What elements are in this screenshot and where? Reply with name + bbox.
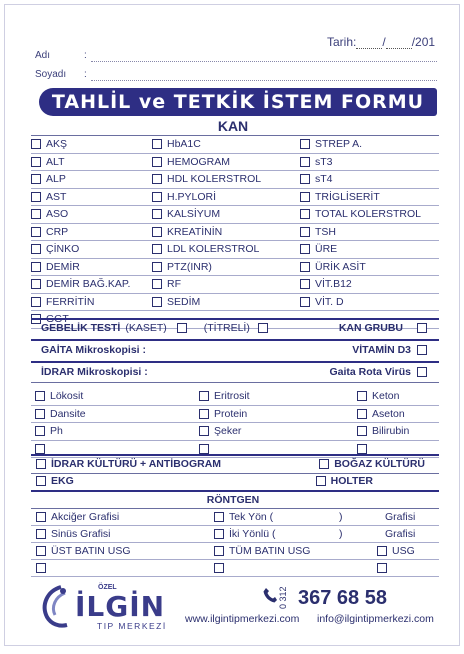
kultur-row [31,458,439,470]
idrar-item-label: Keton [372,390,400,403]
kan-item[interactable] [31,241,152,259]
checkbox[interactable] [357,426,367,436]
checkbox[interactable] [35,444,45,454]
kan-item[interactable] [152,136,300,154]
checkbox[interactable] [31,227,41,237]
kan-item[interactable] [31,276,152,294]
idrar-item[interactable] [199,388,357,406]
date-sep: / [382,35,386,49]
rontgen-section-title: RÖNTGEN [206,494,260,506]
name-colon: : [84,50,87,61]
checkbox[interactable] [152,174,162,184]
idrar-item[interactable] [199,423,357,441]
holter-checkbox[interactable] [316,476,326,486]
kan-item-label: sT4 [315,173,333,186]
website-link[interactable]: www.ilgintipmerkezi.com [185,613,300,625]
kan-item[interactable] [152,259,300,277]
kan-item[interactable] [152,189,300,207]
kan-grubu-checkbox[interactable] [417,323,427,333]
kan-section-title: KAN [217,118,249,134]
checkbox[interactable] [152,279,162,289]
rontgen-paren: ) [339,511,343,523]
checkbox[interactable] [214,529,224,539]
checkbox[interactable] [357,391,367,401]
kan-item[interactable] [31,136,152,154]
divider [31,318,439,320]
gaita-row [31,344,439,356]
checkbox[interactable] [31,192,41,202]
kan-item-label: LDL KOLERSTROL [167,243,260,256]
checkbox[interactable] [31,297,41,307]
checkbox[interactable] [35,426,45,436]
checkbox[interactable] [300,244,310,254]
idrar-kultur-label: İDRAR KÜLTÜRÜ + ANTİBOGRAM [51,458,222,470]
rontgen-item-label: TÜM BATIN USG [229,545,311,557]
date-field[interactable] [327,35,435,49]
kan-item[interactable] [300,224,439,242]
gebelik-row [31,322,439,334]
kan-item-label: ÇİNKO [46,243,80,256]
checkbox[interactable] [300,139,310,149]
kaset-label: (KASET) [125,322,167,334]
divider [31,382,439,383]
checkbox[interactable] [36,546,46,556]
divider [31,361,439,363]
phone-icon [263,587,277,603]
phone-number[interactable]: 367 68 58 [298,587,387,609]
idrar-item-label: Dansite [50,407,86,420]
checkbox[interactable] [152,192,162,202]
rontgen-paren: ) [339,528,343,540]
clinic-logo-icon [39,583,79,629]
rontgen-item-label: İki Yönlü ( [229,528,276,540]
kan-item[interactable] [300,276,439,294]
checkbox[interactable] [199,409,209,419]
kan-item-label: ALP [46,173,66,186]
checkbox[interactable] [377,563,387,573]
rontgen-item-label: USG [392,545,415,557]
idrar-item-label: Lökosit [50,390,84,403]
kan-item-label: TRİGLİSERİT [315,190,380,203]
idrar-item[interactable] [199,406,357,424]
divider [31,490,439,492]
gaita-label: GAİTA Mikroskopisi : [41,344,147,356]
checkbox[interactable] [31,279,41,289]
rontgen-row [31,543,439,560]
kan-item[interactable] [300,189,439,207]
bogaz-kultur-label: BOĞAZ KÜLTÜRÜ [334,458,425,470]
checkbox[interactable] [300,174,310,184]
kan-item[interactable] [31,154,152,172]
kan-item[interactable] [300,206,439,224]
kan-item[interactable] [300,136,439,154]
phone-area-code: 0 312 [278,586,288,609]
checkbox[interactable] [152,227,162,237]
kan-item-label: ÜRİK ASİT [315,260,366,273]
vitamin-d3-checkbox[interactable] [417,345,427,355]
checkbox[interactable] [214,512,224,522]
idrar-item[interactable] [31,388,199,406]
kan-item-label: KREATİNİN [167,225,223,238]
kan-item[interactable] [152,241,300,259]
checkbox[interactable] [357,409,367,419]
kan-item-label: TSH [315,225,336,238]
date-year: /201 [411,35,436,49]
checkbox[interactable] [36,529,46,539]
idrar-item-label: Protein [214,407,248,420]
checkbox[interactable] [35,409,45,419]
kan-item-label: FERRİTİN [46,295,95,308]
idrar-row [31,366,439,378]
checkbox[interactable] [152,262,162,272]
kan-item[interactable] [31,171,152,189]
kan-item-label: GGT [46,313,69,326]
titreli-checkbox[interactable] [258,323,268,333]
idrar-item[interactable] [31,423,199,441]
rontgen-item-label: ÜST BATIN USG [51,545,131,557]
kan-item-label: RF [167,278,181,291]
kan-item-label: HEMOGRAM [167,155,230,168]
idrar-col-2 [199,388,357,458]
idrar-item[interactable] [357,388,439,406]
kan-item-label: H.PYLORİ [167,190,217,203]
kan-item[interactable] [152,224,300,242]
checkbox[interactable] [36,563,46,573]
kan-item[interactable] [152,294,300,312]
checkbox[interactable] [300,157,310,167]
surname-colon: : [84,69,87,80]
kan-item-label: VİT.B12 [315,278,352,291]
request-form-page [4,4,460,646]
kan-col-2 [152,136,300,329]
divider [31,339,439,341]
brand-name: İLGİN [75,590,166,623]
idrar-item-label: Bilirubin [372,425,410,438]
checkbox[interactable] [377,546,387,556]
kan-item[interactable] [300,294,439,312]
ekg-label: EKG [51,475,74,487]
checkbox[interactable] [31,157,41,167]
kan-item[interactable] [152,154,300,172]
checkbox[interactable] [300,262,310,272]
rota-virus-label: Gaita Rota Virüs [329,366,411,378]
kan-item[interactable] [300,171,439,189]
kan-item[interactable] [31,224,152,242]
checkbox[interactable] [152,139,162,149]
checkbox[interactable] [31,174,41,184]
kan-col-1 [31,136,152,329]
checkbox[interactable] [152,244,162,254]
kan-item-label: DEMİR BAĞ.KAP. [46,278,131,291]
kan-item-label: DEMİR [46,260,80,273]
divider [31,473,439,474]
rontgen-item-label: Sinüs Grafisi [51,528,111,540]
kan-grubu-label: KAN GRUBU [338,322,403,334]
rota-virus-checkbox[interactable] [417,367,427,377]
idrar-kultur-checkbox[interactable] [36,459,46,469]
idrar-test-grid [31,388,439,458]
checkbox[interactable] [152,209,162,219]
checkbox[interactable] [31,209,41,219]
rontgen-table [31,509,439,577]
rontgen-item-label: Akciğer Grafisi [51,511,120,523]
kan-item[interactable] [300,154,439,172]
checkbox[interactable] [31,244,41,254]
email-link[interactable]: info@ilgintipmerkezi.com [317,613,434,625]
rontgen-row [31,509,439,526]
checkbox[interactable] [214,563,224,573]
idrar-item-label: Aseton [372,407,405,420]
ekg-checkbox[interactable] [36,476,46,486]
gebelik-label: GEBELİK TESTİ [41,322,121,334]
kan-item[interactable] [31,206,152,224]
checkbox[interactable] [36,512,46,522]
checkbox[interactable] [300,227,310,237]
checkbox[interactable] [152,297,162,307]
rontgen-item-label: Tek Yön ( [229,511,274,523]
checkbox[interactable] [300,209,310,219]
surname-input-line[interactable] [91,80,437,81]
idrar-item[interactable] [357,406,439,424]
idrar-item[interactable] [357,423,439,441]
kan-item[interactable] [300,241,439,259]
vitamin-d3-label: VİTAMİN D3 [352,344,411,356]
kan-item[interactable] [152,276,300,294]
checkbox[interactable] [31,262,41,272]
kan-item[interactable] [31,189,152,207]
date-label: Tarih: [327,35,357,49]
kan-item[interactable] [300,259,439,277]
kan-item-label: KALSİYUM [167,208,221,221]
checkbox[interactable] [357,444,367,454]
surname-label: Soyadı [35,69,67,80]
kan-item[interactable] [31,294,152,312]
kan-item-label: sT3 [315,155,333,168]
titreli-label: (TİTRELİ) [203,322,250,334]
kan-item-label: PTZ(INR) [167,260,212,273]
checkbox[interactable] [35,391,45,401]
kan-item-label: SEDİM [167,295,201,308]
kan-item[interactable] [152,171,300,189]
brand-subtitle: TIP MERKEZİ [97,621,167,631]
kan-item-label: STREP A. [315,138,363,151]
checkbox[interactable] [199,426,209,436]
kan-col-3 [300,136,439,329]
idrar-item-label: Ph [50,425,63,438]
idrar-item[interactable] [31,406,199,424]
kan-item-label: ALT [46,155,65,168]
checkbox[interactable] [199,444,209,454]
kan-item-label: VİT. D [315,295,344,308]
idrar-col-3 [357,388,439,458]
rontgen-grafi-label: Grafisi [385,511,416,523]
checkbox[interactable] [300,192,310,202]
kan-item-label: ASO [46,208,69,221]
name-label: Adı [35,50,51,61]
bogaz-kultur-checkbox[interactable] [319,459,329,469]
kan-item[interactable] [31,259,152,277]
kan-item-label: CRP [46,225,69,238]
kan-item-label: HDL KOLERSTROL [167,173,262,186]
idrar-label: İDRAR Mikroskopisi : [41,366,148,378]
rontgen-row [31,526,439,543]
kan-test-grid [31,136,439,329]
kan-item-label: AKŞ [46,138,68,151]
checkbox[interactable] [152,157,162,167]
checkbox[interactable] [199,391,209,401]
form-title-banner: TAHLİL ve TETKİK İSTEM FORMU [39,88,437,116]
idrar-item-label: Şeker [214,425,242,438]
rontgen-row [31,560,439,577]
checkbox[interactable] [300,279,310,289]
ekg-row [31,475,439,487]
checkbox[interactable] [214,546,224,556]
kan-item-label: AST [46,190,67,203]
divider [31,454,439,456]
ozel-label: ÖZEL [98,584,117,591]
kaset-checkbox[interactable] [177,323,187,333]
rontgen-grafi-label: Grafisi [385,528,416,540]
checkbox[interactable] [300,297,310,307]
name-input-line[interactable] [91,61,437,62]
kan-item-label: ÜRE [315,243,338,256]
idrar-item-label: Eritrosit [214,390,250,403]
kan-item[interactable] [152,206,300,224]
checkbox[interactable] [31,139,41,149]
holter-label: HOLTER [330,475,373,487]
kan-item-label: HbA1C [167,138,201,151]
idrar-col-1 [31,388,199,458]
kan-item-label: TOTAL KOLERSTROL [315,208,421,221]
